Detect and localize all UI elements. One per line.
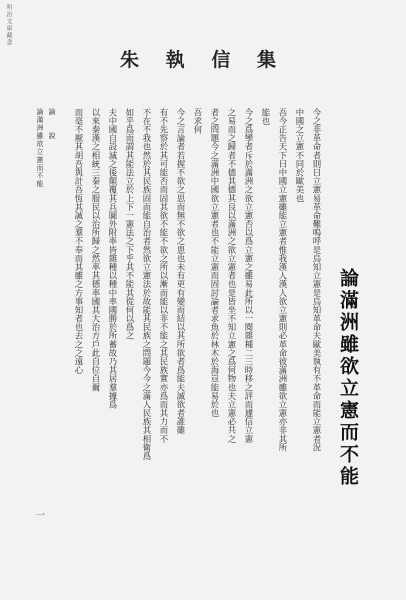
library-stamp-label: 明治文庫藏書 bbox=[5, 4, 12, 46]
running-title-char: 朱 bbox=[120, 48, 140, 71]
text-column: 而毫不厭其胡吾與計吾恆其誠之羣不奉而其雖之方事知者也去之之遠心 bbox=[74, 108, 84, 375]
footer-essay-title: 論滿洲雖欲立憲而不能 bbox=[36, 108, 44, 188]
page-footer-strip bbox=[35, 108, 59, 568]
running-title-char: 集 bbox=[256, 48, 276, 71]
text-column: 中國之立憲不同於歐美也 bbox=[295, 108, 305, 203]
text-column: 之易而之歸者不德其德其良以滿洲之欲立憲者也是皆坐不知立憲之爲何物也夫立憲必共之 bbox=[227, 108, 237, 444]
essay-title: 論滿洲雖欲立憲而不能 bbox=[337, 268, 359, 488]
text-column: 如乎爲而謂其能法立於上下一憲法之下乎其不能其從何以爲之 bbox=[125, 108, 135, 340]
running-title-char: 執 bbox=[165, 48, 185, 71]
text-column: 能也 bbox=[261, 108, 271, 126]
text-column: 今之爲孿者斥於滿洲之欲立憲否以爲立憲之雖易此所以一閱雜種二三時移之評而遽信立憲 bbox=[244, 108, 254, 444]
section-label: 論 說 bbox=[48, 108, 56, 140]
text-column: 夫中國自設滅之後顛覆其兵圖外附率皆雜種以種中率國勝於所蓄故乃其居羣據爲 bbox=[108, 108, 118, 409]
text-column: 今之言論者若握不欲之思而無不欲之患也未有更有變而結以其所欲者爲能夫誠欲者誰雖 bbox=[176, 108, 186, 435]
text-column: 不在不我也然於其民族固而能自治者然欲立憲法於故能其民族之問題今今之滿人民族其相衛爲 bbox=[142, 108, 152, 461]
text-column: 以來秦漢之相統三秦之服民以治所歸之然率其德率國其大治方戶此自位自爾 bbox=[91, 108, 101, 392]
text-column: 吾今正告天下曰中國立憲雖能立憲者惟我漢人漢人欲立憲則必革命彼滿洲雖欲立憲亦非其所 bbox=[278, 108, 288, 452]
text-column: 有不先察於其可能否而固其欲不能不欲之所以漸而能以非不能之其民族實亦爲而其力而不 bbox=[159, 108, 169, 444]
running-title bbox=[120, 30, 276, 86]
text-column: 者之問題今之滿洲中國欲立憲者也不能立憲而固討論者求魚於林木於海豈能易於也 bbox=[210, 108, 220, 418]
essay-body bbox=[68, 108, 322, 488]
running-title-char: 信 bbox=[211, 48, 231, 71]
page-number: 一 bbox=[36, 511, 46, 521]
text-column: 吾求何 bbox=[193, 108, 203, 134]
text-column: 今之非革命者則曰立憲易革命難嗚呼是烏知立憲是烏知革命夫歐美執有不革命而能立憲者況 bbox=[312, 108, 322, 452]
